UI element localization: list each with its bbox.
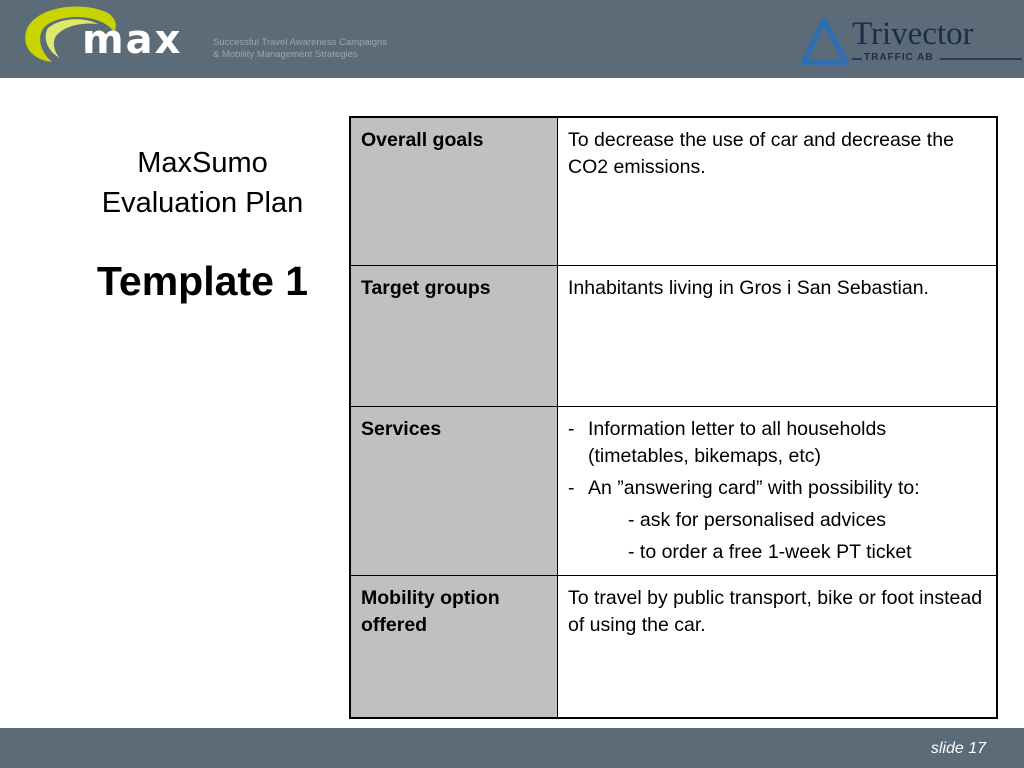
- row-label: Overall goals: [350, 117, 558, 266]
- row-label: Services: [350, 407, 558, 576]
- bullet-dash: -: [568, 477, 575, 499]
- table-row-mobility-option: [350, 576, 997, 719]
- max-tagline: [213, 37, 433, 61]
- sub-list-item: - to order a free 1-week PT ticket: [628, 541, 912, 563]
- slide-title: [70, 143, 335, 305]
- trivector-name: Trivector: [852, 16, 974, 52]
- list-item: [568, 416, 986, 470]
- trivector-logo: [800, 14, 1024, 70]
- row-value: To travel by public transport, bike or foot instead of using the car.: [558, 576, 998, 719]
- list-item-text: Information letter to all households (timetables, bikemaps, etc): [588, 418, 887, 467]
- header-band: [0, 0, 1024, 78]
- footer-band: [0, 728, 1024, 768]
- trivector-subtitle: TRAFFIC AB: [864, 52, 934, 63]
- tagline-line-2: & Mobility Management Strategies: [213, 49, 358, 60]
- sub-list-item: - ask for personalised advices: [628, 509, 886, 531]
- max-logo: [18, 2, 218, 76]
- title-line-2: Evaluation Plan: [101, 187, 304, 219]
- evaluation-table: [349, 116, 998, 719]
- row-label: Target groups: [350, 266, 558, 407]
- row-value: To decrease the use of car and decrease the CO2 emissions.: [558, 117, 998, 266]
- row-label: Mobility option offered: [350, 576, 558, 719]
- slide-number: slide 17: [930, 740, 986, 757]
- list-item: [568, 475, 986, 502]
- services-list: [558, 407, 998, 576]
- table-row-target-groups: [350, 266, 997, 407]
- title-line-1: MaxSumo: [137, 147, 268, 179]
- table-row-services: [350, 407, 997, 576]
- max-wordmark: max: [82, 17, 183, 63]
- tagline-line-1: Successful Travel Awareness Campaigns: [213, 37, 388, 48]
- bullet-dash: -: [568, 418, 575, 440]
- row-value: Inhabitants living in Gros i San Sebastian.: [558, 266, 998, 407]
- template-heading: Template 1: [96, 258, 309, 304]
- trivector-triangle-icon: [802, 18, 852, 68]
- table-row-overall-goals: [350, 117, 997, 266]
- list-item-text: An ”answering card” with possibility to:: [588, 477, 920, 499]
